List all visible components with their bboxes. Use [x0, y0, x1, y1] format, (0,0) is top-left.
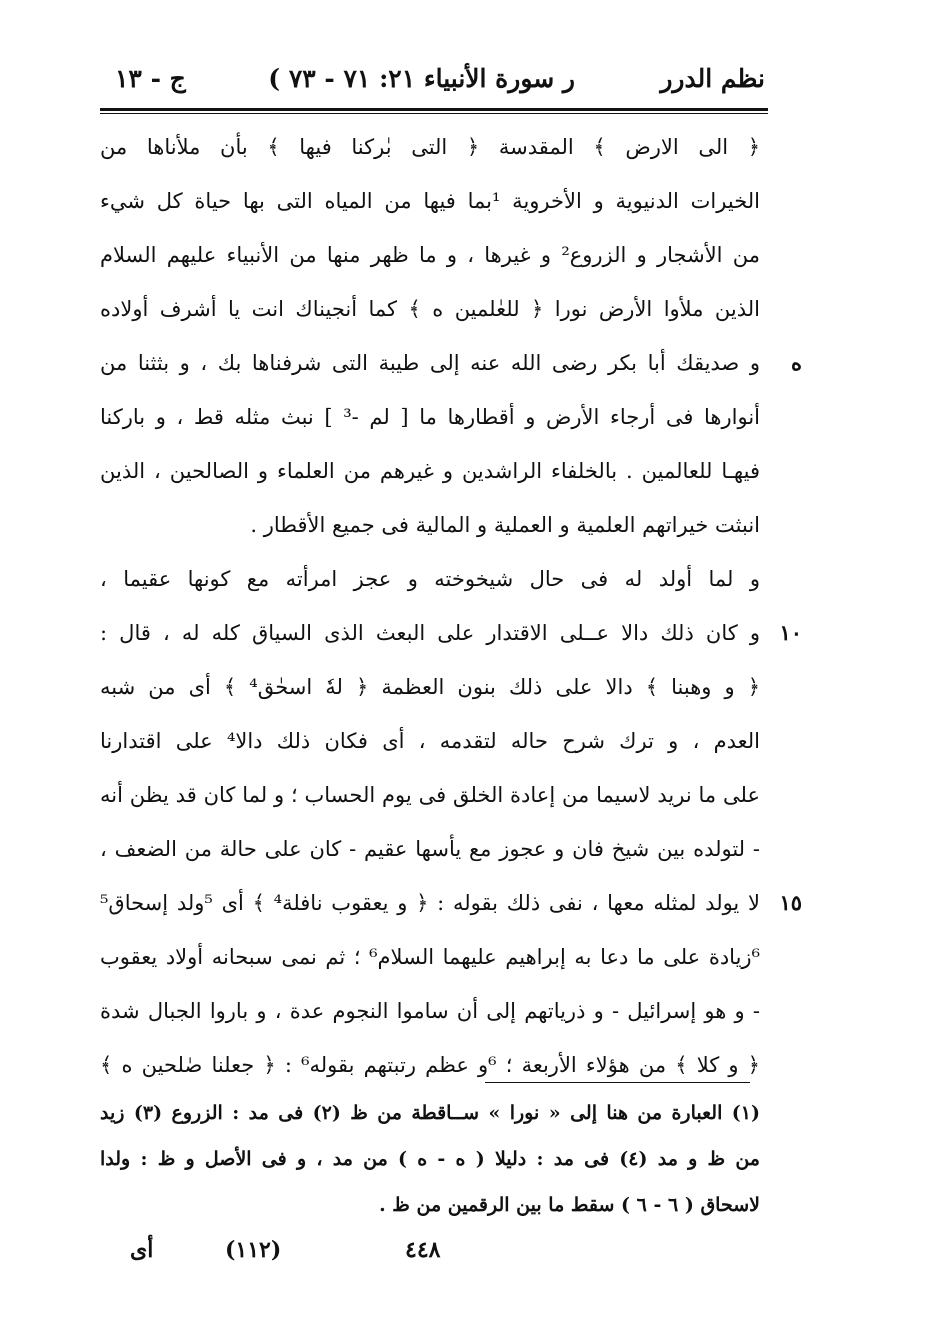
text-line: ⁶زيادة على ما دعا به إبراهيم عليهما السلام⁶ ؛ ثم نمى سبحانه أولاد يعقوب — [100, 945, 760, 969]
text-line: انبثت خيراتهم العلمية و العملية و المالية فى جميع الأقطار . — [250, 513, 760, 537]
page-number: ٤٤٨ — [405, 1237, 441, 1263]
footnote-line: من ظ و مد (٤) فى مد : دليلا ( ه - ه ) من مد ، و فى الأصل و ظ : ولدا — [100, 1148, 760, 1170]
header-rule — [100, 108, 768, 111]
text-line: من الأشجار و الزروع² و غيرها ، و ما ظهر منها من الأنبياء عليهم السلام — [100, 243, 760, 267]
text-line: و صديقك أبا بكر رضى الله عنه إلى طيبة التى شرفناها بك ، و بثثنا من — [100, 351, 760, 375]
text-line: الخيرات الدنيوية و الأخروية ¹بما فيها من المياه التى بها حياة كل شيء — [100, 189, 760, 213]
text-line: الذين ملأوا الأرض نورا ﴿ للعٰلمين ه ﴾ كما أنجيناك انت يا أشرف أولاده — [100, 297, 760, 321]
header-rule-thin — [100, 113, 768, 114]
signature-mark: (١١٢) — [225, 1237, 282, 1263]
surah-reference: ر سورة الأنبياء ٢١: ٧١ - ٧٣ ) — [268, 64, 575, 93]
text-line: و كان ذلك دالا عــلى الاقتدار على البعث الذى السياق كله له ، قال : — [100, 621, 760, 645]
book-title: نظم الدرر — [660, 64, 765, 93]
text-line: - و هو إسرائيل - و ذرياتهم إلى أن ساموا النجوم عدة ، و باروا الجبال شدة — [100, 999, 760, 1023]
text-line: لا يولد لمثله معها ، نفى ذلك بقوله : ﴿ و يعقوب نافلة⁴ ﴾ أى ⁵ولد إسحاق⁵ — [100, 891, 760, 915]
line-number: ه — [790, 350, 802, 375]
text-line: ﴿ و وهبنا ﴾ دالا على ذلك بنون العظمة ﴿ لهٗ اسحٰق⁴ ﴾ أى من شبه — [100, 675, 761, 699]
text-line: و لما أولد له فى حال شيخوخته و عجز امرأته مع كونها عقيما ، — [100, 567, 760, 591]
text-line: فيهـا للعالمين . بالخلفاء الراشدين و غيرهم من العلماء و الصالحين ، الذين — [100, 459, 760, 483]
text-line: أنوارها فى أرجاء الأرض و أقطارها ما [ لم -³ ] نبث مثله قط ، و باركنا — [100, 405, 760, 429]
text-line: - لتولده بين شيخ فان و عجوز مع يأسها عقيم - كان على حالة من الضعف ، — [100, 837, 760, 861]
text-line: ﴿ الى الارض ﴾ المقدسة ﴿ التى بٰركنا فيها ﴾ بأن ملأناها من — [100, 135, 760, 159]
text-line: على ما نريد لاسيما من إعادة الخلق فى يوم الحساب ؛ و لما كان قد يظن أنه — [100, 783, 760, 807]
catchword: أى — [130, 1237, 154, 1263]
volume-number: ج - ١٣ — [115, 64, 186, 93]
text-line: ﴿ و كلا ﴾ من هؤلاء الأربعة ؛ ⁶و عظم رتبتهم بقوله⁶ : ﴿ جعلنا صٰلحين ه ﴾ — [100, 1053, 760, 1077]
footnote-line: (١) العبارة من هنا إلى « نورا » ســاقطة من ظ (٢) فى مد : الزروع (٣) زيد — [100, 1102, 761, 1124]
line-number: ١٠ — [779, 620, 802, 645]
footnote-rule — [485, 1082, 750, 1083]
footnote-line: لاسحاق ( ٦ - ٦ ) سقط ما بين الرقمين من ظ . — [379, 1194, 760, 1216]
text-line: العدم ، و ترك شرح حاله لتقدمه ، أى فكان ذلك دالا⁴ على اقتدارنا — [100, 729, 760, 753]
line-number: ١٥ — [779, 890, 802, 915]
running-header — [105, 58, 765, 104]
